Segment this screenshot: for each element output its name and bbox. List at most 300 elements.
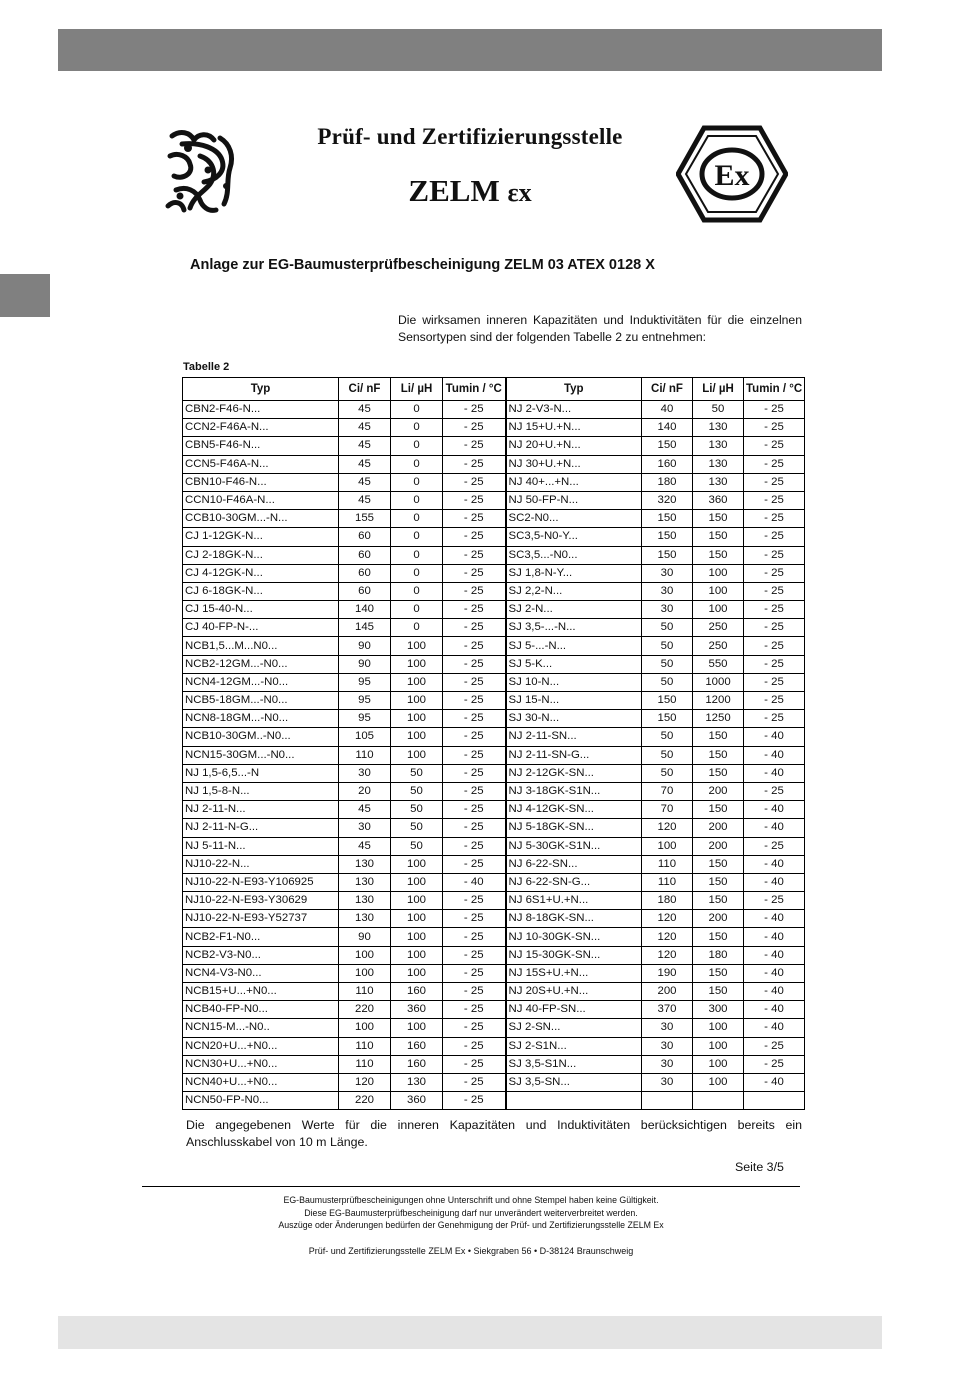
authority-brand <box>250 173 690 209</box>
value-cell: 0 <box>391 564 443 582</box>
value-cell: - 25 <box>443 710 506 728</box>
sensor-type-cell: CBN5-F46-N... <box>183 437 339 455</box>
table-row <box>183 692 805 710</box>
sensor-type-cell: NJ 40+...+N... <box>506 473 642 491</box>
sensor-type-cell: NCN15-30GM...-N0... <box>183 746 339 764</box>
sensor-type-cell: NJ 8-18GK-SN... <box>506 910 642 928</box>
sensor-type-cell: NJ 10-30GK-SN... <box>506 928 642 946</box>
value-cell: - 25 <box>744 710 805 728</box>
value-cell: 180 <box>693 946 744 964</box>
value-cell: - 25 <box>744 1037 805 1055</box>
sensor-type-cell: NJ 5-18GK-SN... <box>506 819 642 837</box>
annex-title: Anlage zur EG-Baumusterprüfbescheinigung ZELM 03 ATEX 0128 X <box>190 257 655 273</box>
value-cell: - 25 <box>744 619 805 637</box>
value-cell: 45 <box>339 401 391 419</box>
value-cell <box>693 1092 744 1110</box>
value-cell: 120 <box>642 910 693 928</box>
table-row <box>183 837 805 855</box>
sensor-type-cell: CCN5-F46A-N... <box>183 455 339 473</box>
value-cell: 130 <box>339 892 391 910</box>
table-row <box>183 619 805 637</box>
value-cell: - 25 <box>443 855 506 873</box>
value-cell: - 25 <box>443 582 506 600</box>
value-cell: 100 <box>391 873 443 891</box>
value-cell: 150 <box>693 928 744 946</box>
value-cell: 0 <box>391 419 443 437</box>
value-cell: - 25 <box>443 419 506 437</box>
sensor-type-cell: CJ 2-18GK-N... <box>183 546 339 564</box>
value-cell: 100 <box>339 946 391 964</box>
sensor-type-cell: NCN20+U...+N0... <box>183 1037 339 1055</box>
value-cell: 130 <box>391 1073 443 1091</box>
value-cell: 0 <box>391 473 443 491</box>
sensor-type-cell: NJ 15-30GK-SN... <box>506 946 642 964</box>
value-cell: 30 <box>642 601 693 619</box>
sensor-type-cell: NCB5-18GM...-N0... <box>183 692 339 710</box>
value-cell: 100 <box>391 710 443 728</box>
value-cell: 100 <box>391 910 443 928</box>
table-row <box>183 546 805 564</box>
value-cell: - 40 <box>744 728 805 746</box>
table-row <box>183 1001 805 1019</box>
table-body <box>183 401 805 1110</box>
sensor-type-cell: NCN15-M...-N0.. <box>183 1019 339 1037</box>
sensor-type-cell: SJ 5-K... <box>506 655 642 673</box>
value-cell: - 25 <box>744 837 805 855</box>
value-cell: 200 <box>693 837 744 855</box>
value-cell: - 40 <box>744 1073 805 1091</box>
value-cell: 200 <box>693 819 744 837</box>
value-cell: 0 <box>391 582 443 600</box>
bottom-gray-bar <box>58 1316 882 1349</box>
value-cell: 145 <box>339 619 391 637</box>
value-cell: 30 <box>642 1055 693 1073</box>
value-cell: 110 <box>339 983 391 1001</box>
value-cell: - 25 <box>744 637 805 655</box>
value-cell: 50 <box>391 819 443 837</box>
sensor-type-cell: SJ 2,2-N... <box>506 582 642 600</box>
value-cell: 30 <box>339 819 391 837</box>
sensor-type-cell: NJ 1,5-6,5...-N <box>183 764 339 782</box>
footer-line-1: EG-Baumusterprüfbescheinigungen ohne Unterschrift und ohne Stempel haben keine Gültigkeit. <box>283 1195 659 1205</box>
value-cell: 150 <box>693 546 744 564</box>
value-cell: 130 <box>339 910 391 928</box>
sensor-type-cell: NCB15+U...+N0... <box>183 983 339 1001</box>
value-cell: 100 <box>693 1037 744 1055</box>
value-cell: 130 <box>693 473 744 491</box>
value-cell: - 25 <box>443 673 506 691</box>
value-cell: - 40 <box>744 946 805 964</box>
value-cell: 550 <box>693 655 744 673</box>
value-cell: 100 <box>693 1055 744 1073</box>
sensor-type-cell: CJ 6-18GK-N... <box>183 582 339 600</box>
table-row <box>183 601 805 619</box>
value-cell: - 25 <box>443 1001 506 1019</box>
value-cell: 120 <box>339 1073 391 1091</box>
table-row <box>183 782 805 800</box>
sensor-type-cell: SJ 3,5-SN... <box>506 1073 642 1091</box>
value-cell: 100 <box>693 564 744 582</box>
sensor-type-cell: CJ 40-FP-N-... <box>183 619 339 637</box>
top-gray-bar <box>58 29 882 71</box>
value-cell: 90 <box>339 637 391 655</box>
value-cell: 140 <box>642 419 693 437</box>
value-cell: 1200 <box>693 692 744 710</box>
sensor-type-cell: SJ 3,5-...-N... <box>506 619 642 637</box>
value-cell: - 25 <box>443 746 506 764</box>
sensor-type-cell: NJ 2-11-N-G... <box>183 819 339 837</box>
table-row <box>183 746 805 764</box>
value-cell: 150 <box>693 892 744 910</box>
table-row <box>183 1019 805 1037</box>
value-cell: 60 <box>339 546 391 564</box>
sensor-type-cell: NJ 2-11-N... <box>183 801 339 819</box>
value-cell <box>642 1092 693 1110</box>
sensor-type-cell: NJ 30+U.+N... <box>506 455 642 473</box>
table-caption: Tabelle 2 <box>183 361 230 373</box>
sensor-type-cell: SJ 5-...-N... <box>506 637 642 655</box>
table-row <box>183 710 805 728</box>
sensor-type-cell: NCB2-12GM...-N0... <box>183 655 339 673</box>
sensor-type-cell: NJ 15+U.+N... <box>506 419 642 437</box>
value-cell: 100 <box>642 837 693 855</box>
value-cell: 95 <box>339 673 391 691</box>
value-cell: - 40 <box>744 1019 805 1037</box>
value-cell: - 25 <box>744 673 805 691</box>
value-cell: 50 <box>642 764 693 782</box>
value-cell: - 40 <box>744 746 805 764</box>
value-cell: 0 <box>391 619 443 637</box>
column-header: Li/ µH <box>693 378 744 401</box>
value-cell: 50 <box>642 673 693 691</box>
value-cell: 0 <box>391 601 443 619</box>
sensor-type-cell: CCN10-F46A-N... <box>183 491 339 509</box>
value-cell: 100 <box>693 601 744 619</box>
value-cell: - 25 <box>443 946 506 964</box>
value-cell: - 40 <box>744 764 805 782</box>
value-cell: 45 <box>339 419 391 437</box>
sensor-type-cell: NCB2-F1-N0... <box>183 928 339 946</box>
value-cell: 90 <box>339 655 391 673</box>
value-cell: 0 <box>391 437 443 455</box>
sensor-type-cell: NCN8-18GM...-N0... <box>183 710 339 728</box>
value-cell: 50 <box>642 619 693 637</box>
footer-disclaimer <box>142 1194 800 1232</box>
value-cell: 0 <box>391 491 443 509</box>
value-cell: 160 <box>391 1037 443 1055</box>
value-cell: 70 <box>642 782 693 800</box>
value-cell: - 25 <box>443 928 506 946</box>
value-cell: - 25 <box>443 764 506 782</box>
table-row <box>183 510 805 528</box>
value-cell: 110 <box>339 1037 391 1055</box>
sensor-type-cell: NCN30+U...+N0... <box>183 1055 339 1073</box>
table-row <box>183 637 805 655</box>
value-cell: 150 <box>693 801 744 819</box>
table-row <box>183 801 805 819</box>
ex-mark: εx <box>507 178 532 207</box>
value-cell: 100 <box>339 1019 391 1037</box>
value-cell: - 40 <box>744 855 805 873</box>
value-cell: - 40 <box>744 801 805 819</box>
value-cell: 130 <box>693 419 744 437</box>
value-cell: 370 <box>642 1001 693 1019</box>
value-cell: - 25 <box>443 473 506 491</box>
table-row <box>183 582 805 600</box>
sensor-type-cell: SJ 2-SN... <box>506 1019 642 1037</box>
sensor-type-cell: CBN10-F46-N... <box>183 473 339 491</box>
value-cell: - 25 <box>443 819 506 837</box>
footer-line-3: Auszüge oder Änderungen bedürfen der Genehmigung der Prüf- und Zertifizierungsstelle ZELM Ex <box>278 1220 664 1230</box>
value-cell: 0 <box>391 510 443 528</box>
value-cell: 180 <box>642 473 693 491</box>
value-cell: - 25 <box>443 491 506 509</box>
value-cell: 200 <box>642 983 693 1001</box>
value-cell: 110 <box>339 1055 391 1073</box>
sensor-type-cell: SJ 3,5-S1N... <box>506 1055 642 1073</box>
value-cell: - 25 <box>443 1073 506 1091</box>
value-cell: 140 <box>339 601 391 619</box>
value-cell: 50 <box>693 401 744 419</box>
value-cell: - 25 <box>744 510 805 528</box>
value-cell: - 25 <box>744 601 805 619</box>
value-cell: 220 <box>339 1092 391 1110</box>
table-row <box>183 1092 805 1110</box>
value-cell: 180 <box>642 892 693 910</box>
value-cell: 50 <box>391 801 443 819</box>
value-cell: - 25 <box>443 510 506 528</box>
table-row <box>183 964 805 982</box>
sensor-type-cell <box>506 1092 642 1110</box>
table-row <box>183 983 805 1001</box>
value-cell: 50 <box>642 637 693 655</box>
value-cell: 160 <box>642 455 693 473</box>
value-cell: 150 <box>642 528 693 546</box>
value-cell: 110 <box>642 855 693 873</box>
value-cell: - 25 <box>744 782 805 800</box>
footer-address: Prüf- und Zertifizierungsstelle ZELM Ex • Siekgraben 56 • D-38124 Braunschweig <box>308 1246 634 1256</box>
value-cell: 150 <box>693 510 744 528</box>
value-cell: - 25 <box>443 528 506 546</box>
value-cell: 1000 <box>693 673 744 691</box>
sensor-type-cell: NJ10-22-N-E93-Y30629 <box>183 892 339 910</box>
column-header: Li/ µH <box>391 378 443 401</box>
brand-name: ZELM <box>408 173 500 208</box>
value-cell: 30 <box>642 1073 693 1091</box>
sensor-type-cell: CCN2-F46A-N... <box>183 419 339 437</box>
value-cell: - 40 <box>744 964 805 982</box>
table-row <box>183 528 805 546</box>
ex-seal-text: Ex <box>714 159 750 192</box>
sensor-type-cell: CJ 1-12GK-N... <box>183 528 339 546</box>
sensor-type-cell: NJ 2-V3-N... <box>506 401 642 419</box>
sensor-type-cell: NJ 5-30GK-S1N... <box>506 837 642 855</box>
value-cell: - 25 <box>443 892 506 910</box>
sensor-type-cell: SJ 1,8-N-Y... <box>506 564 642 582</box>
value-cell: - 25 <box>443 728 506 746</box>
value-cell: 100 <box>391 746 443 764</box>
sensor-type-cell: CJ 4-12GK-N... <box>183 564 339 582</box>
value-cell: - 25 <box>744 528 805 546</box>
value-cell: - 25 <box>443 837 506 855</box>
value-cell: 150 <box>693 855 744 873</box>
value-cell: 150 <box>642 437 693 455</box>
value-cell: - 25 <box>443 964 506 982</box>
value-cell: 60 <box>339 528 391 546</box>
value-cell: 90 <box>339 928 391 946</box>
lion-emblem-icon <box>160 126 242 218</box>
value-cell: - 25 <box>744 1055 805 1073</box>
value-cell: - 25 <box>744 401 805 419</box>
sensor-type-cell: NJ 6-22-SN... <box>506 855 642 873</box>
value-cell: 110 <box>339 746 391 764</box>
table-row <box>183 819 805 837</box>
value-cell: - 25 <box>443 910 506 928</box>
value-cell: - 40 <box>744 873 805 891</box>
value-cell: 30 <box>642 1019 693 1037</box>
sensor-type-cell: NJ 20+U.+N... <box>506 437 642 455</box>
table-row <box>183 946 805 964</box>
sensor-type-cell: NJ 1,5-8-N... <box>183 782 339 800</box>
value-cell: 30 <box>642 1037 693 1055</box>
value-cell: - 25 <box>744 582 805 600</box>
value-cell: 100 <box>391 673 443 691</box>
column-header: Typ <box>183 378 339 401</box>
value-cell: 130 <box>339 873 391 891</box>
value-cell: 95 <box>339 710 391 728</box>
table-row <box>183 928 805 946</box>
value-cell: - 25 <box>744 655 805 673</box>
value-cell: 45 <box>339 455 391 473</box>
value-cell: - 40 <box>443 873 506 891</box>
value-cell: 360 <box>391 1001 443 1019</box>
sensor-type-cell: NJ 6S1+U.+N... <box>506 892 642 910</box>
value-cell: - 25 <box>443 655 506 673</box>
value-cell: 20 <box>339 782 391 800</box>
sensor-type-cell: SC3,5-N0-Y... <box>506 528 642 546</box>
value-cell: 150 <box>693 873 744 891</box>
sensor-type-cell: CCB10-30GM...-N... <box>183 510 339 528</box>
sensor-type-cell: SC2-N0... <box>506 510 642 528</box>
table-row <box>183 764 805 782</box>
sensor-type-cell: CBN2-F46-N... <box>183 401 339 419</box>
value-cell: 50 <box>642 728 693 746</box>
value-cell: 100 <box>391 892 443 910</box>
value-cell: - 25 <box>744 437 805 455</box>
sensor-type-cell: NCB40-FP-N0... <box>183 1001 339 1019</box>
table-row <box>183 655 805 673</box>
value-cell: 150 <box>693 964 744 982</box>
value-cell: 150 <box>642 510 693 528</box>
value-cell: 0 <box>391 528 443 546</box>
value-cell: 200 <box>693 782 744 800</box>
sensor-type-cell: NJ10-22-N... <box>183 855 339 873</box>
table-row <box>183 1073 805 1091</box>
intro-paragraph: Die wirksamen inneren Kapazitäten und Induktivitäten für die einzelnen Sensortypen sind der folgenden Tabelle 2 zu entnehmen: <box>398 313 802 344</box>
sensor-type-cell: SC3,5...-N0... <box>506 546 642 564</box>
value-cell: 0 <box>391 401 443 419</box>
sensor-type-cell: NJ 6-22-SN-G... <box>506 873 642 891</box>
table-row <box>183 564 805 582</box>
value-cell: - 25 <box>443 983 506 1001</box>
value-cell: - 40 <box>744 928 805 946</box>
page-number: Seite 3/5 <box>735 1160 784 1174</box>
value-cell: 50 <box>391 837 443 855</box>
table-row <box>183 1055 805 1073</box>
value-cell: - 25 <box>443 401 506 419</box>
value-cell: 105 <box>339 728 391 746</box>
value-cell: - 25 <box>443 1055 506 1073</box>
value-cell: 200 <box>693 910 744 928</box>
value-cell: 70 <box>642 801 693 819</box>
value-cell: 220 <box>339 1001 391 1019</box>
value-cell: 120 <box>642 819 693 837</box>
ex-hexagon-seal-icon <box>676 124 788 224</box>
value-cell: 130 <box>693 455 744 473</box>
table-row <box>183 873 805 891</box>
value-cell: - 25 <box>443 801 506 819</box>
table-row <box>183 473 805 491</box>
value-cell: - 40 <box>744 819 805 837</box>
column-header: Typ <box>506 378 642 401</box>
sensor-type-cell: NCN50-FP-N0... <box>183 1092 339 1110</box>
value-cell: - 25 <box>744 473 805 491</box>
value-cell: - 25 <box>443 1037 506 1055</box>
value-cell: 190 <box>642 964 693 982</box>
value-cell: 100 <box>693 1019 744 1037</box>
sensor-type-cell: NJ 40-FP-SN... <box>506 1001 642 1019</box>
table-row <box>183 1037 805 1055</box>
column-header: Tumin / °C <box>443 378 506 401</box>
value-cell: 300 <box>693 1001 744 1019</box>
value-cell: 100 <box>391 637 443 655</box>
value-cell: - 25 <box>443 782 506 800</box>
sensor-type-cell: NJ10-22-N-E93-Y52737 <box>183 910 339 928</box>
value-cell: 100 <box>391 946 443 964</box>
value-cell: - 40 <box>744 1001 805 1019</box>
value-cell: - 25 <box>443 546 506 564</box>
value-cell: - 25 <box>443 637 506 655</box>
sensor-type-cell: NCN40+U...+N0... <box>183 1073 339 1091</box>
value-cell: - 25 <box>443 619 506 637</box>
value-cell: 50 <box>642 746 693 764</box>
sensor-type-cell: NJ 5-11-N... <box>183 837 339 855</box>
value-cell: - 25 <box>744 692 805 710</box>
value-cell: 30 <box>642 582 693 600</box>
value-cell: 50 <box>391 782 443 800</box>
value-cell: 130 <box>339 855 391 873</box>
value-cell: 100 <box>391 855 443 873</box>
value-cell: 100 <box>391 1019 443 1037</box>
value-cell: 150 <box>693 764 744 782</box>
value-cell: 1250 <box>693 710 744 728</box>
value-cell: 320 <box>642 491 693 509</box>
value-cell: 150 <box>642 710 693 728</box>
value-cell: - 25 <box>744 455 805 473</box>
sensor-type-cell: NCB1,5...M...N0... <box>183 637 339 655</box>
authority-title: Prüf- und Zertifizierungsstelle <box>317 124 623 149</box>
value-cell: - 25 <box>744 892 805 910</box>
cable-note: Die angegebenen Werte für die inneren Kapazitäten und Induktivitäten berücksichtigen bereits ein Anschlusskabel von 10 m Länge. <box>186 1118 802 1149</box>
value-cell: - 25 <box>443 437 506 455</box>
value-cell: 45 <box>339 837 391 855</box>
table-row <box>183 419 805 437</box>
value-cell: 360 <box>391 1092 443 1110</box>
sensor-type-cell: NJ 2-11-SN... <box>506 728 642 746</box>
table-row <box>183 910 805 928</box>
table-row <box>183 437 805 455</box>
value-cell: - 25 <box>744 491 805 509</box>
